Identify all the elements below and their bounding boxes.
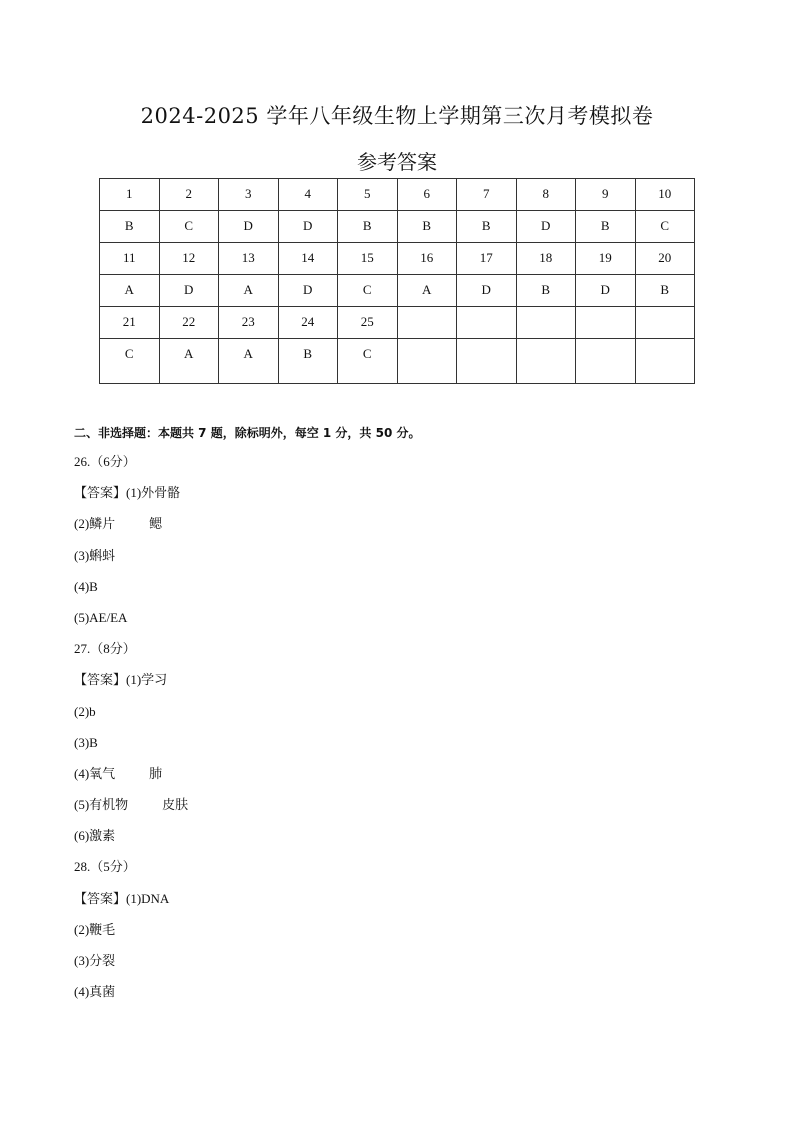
table-row <box>100 179 695 211</box>
answer-line <box>74 920 188 951</box>
question-number-cell: 20 <box>635 243 695 275</box>
answer-cell: D <box>278 275 338 307</box>
question-number-cell: 6 <box>397 179 457 211</box>
question-number-cell: 3 <box>219 179 279 211</box>
answer-text: (3)B <box>74 734 98 750</box>
answer-cell: C <box>100 339 160 384</box>
question-number-cell: 2 <box>159 179 219 211</box>
answer-line <box>74 951 188 982</box>
answer-line <box>74 826 188 857</box>
page-subtitle: 参考答案 <box>357 150 437 174</box>
answer-text: (4)B <box>74 578 98 594</box>
answer-line <box>74 514 188 545</box>
table-row <box>100 211 695 243</box>
answer-cell: B <box>100 211 160 243</box>
answer-text: 【答案】(1)外骨骼 <box>74 485 181 501</box>
answer-cell: B <box>397 211 457 243</box>
answer-line <box>74 702 188 733</box>
question-number-cell: 25 <box>338 307 398 339</box>
answer-text: (2)鳞片 <box>74 516 116 532</box>
answer-cell: C <box>635 211 695 243</box>
answer-cell: D <box>457 275 517 307</box>
answer-cell: D <box>159 275 219 307</box>
answer-cell: D <box>576 275 636 307</box>
answer-text: (5)AE/EA <box>74 609 128 625</box>
question-number-cell <box>516 307 576 339</box>
answer-text-second: 皮肤 <box>162 797 189 813</box>
answer-text: (3)蝌蚪 <box>74 547 116 563</box>
answer-cell <box>397 339 457 384</box>
question-number-cell <box>397 307 457 339</box>
question-number-cell: 10 <box>635 179 695 211</box>
answer-line <box>74 483 188 514</box>
answer-text: (5)有机物 <box>74 797 129 813</box>
answer-line <box>74 982 188 1013</box>
answer-cell: D <box>516 211 576 243</box>
answer-cell: C <box>338 275 398 307</box>
answer-text: (2)b <box>74 703 96 719</box>
question-number-cell: 18 <box>516 243 576 275</box>
answer-text: (2)鞭毛 <box>74 921 116 937</box>
answer-cell: B <box>516 275 576 307</box>
answer-cell: A <box>159 339 219 384</box>
question-number-cell: 16 <box>397 243 457 275</box>
answer-cell: B <box>635 275 695 307</box>
answer-text: 26.（6分） <box>74 454 136 469</box>
question-number-cell <box>576 307 636 339</box>
question-number-cell: 15 <box>338 243 398 275</box>
answer-cell: B <box>338 211 398 243</box>
answer-text: (4)真菌 <box>74 984 116 1000</box>
answer-cell: A <box>219 339 279 384</box>
question-number-cell: 17 <box>457 243 517 275</box>
answer-table <box>99 178 695 384</box>
answer-cell <box>576 339 636 384</box>
question-number-cell: 24 <box>278 307 338 339</box>
answer-text-second: 肺 <box>149 765 163 781</box>
page-title: 2024-2025 学年八年级生物上学期第三次月考模拟卷 <box>140 104 654 128</box>
section-heading: 二、非选择题：本题共 7 题，除标明外，每空 1 分，共 50 分。 <box>74 426 421 440</box>
answer-cell: A <box>219 275 279 307</box>
question-number-cell: 7 <box>457 179 517 211</box>
answer-text: 【答案】(1)学习 <box>74 672 168 688</box>
table-row <box>100 339 695 384</box>
answer-cell: D <box>278 211 338 243</box>
question-number-cell <box>635 307 695 339</box>
answer-cell: A <box>100 275 160 307</box>
answer-cell: C <box>338 339 398 384</box>
question-number-cell: 4 <box>278 179 338 211</box>
answer-line <box>74 639 188 670</box>
question-number-cell <box>457 307 517 339</box>
answer-text: 27.（8分） <box>74 641 136 657</box>
answer-line <box>74 546 188 577</box>
answer-text-second: 鳃 <box>149 516 163 532</box>
answer-cell: B <box>457 211 517 243</box>
answer-text: (3)分裂 <box>74 953 116 968</box>
question-number-cell: 11 <box>100 243 160 275</box>
question-number-cell: 8 <box>516 179 576 211</box>
question-number-cell: 12 <box>159 243 219 275</box>
answer-text: (6)激素 <box>74 828 116 844</box>
answer-line <box>74 857 188 888</box>
answer-text: 【答案】(1)DNA <box>74 890 170 906</box>
answer-cell: C <box>159 211 219 243</box>
answer-cell <box>635 339 695 384</box>
answer-cell: A <box>397 275 457 307</box>
question-number-cell: 5 <box>338 179 398 211</box>
answer-cell: D <box>219 211 279 243</box>
question-number-cell: 9 <box>576 179 636 211</box>
answer-cell <box>516 339 576 384</box>
answer-cell <box>457 339 517 384</box>
answer-cell: B <box>576 211 636 243</box>
answer-text: (4)氧气 <box>74 765 116 781</box>
table-row <box>100 307 695 339</box>
question-number-cell: 1 <box>100 179 160 211</box>
answer-cell: B <box>278 339 338 384</box>
answer-line <box>74 795 188 826</box>
question-number-cell: 21 <box>100 307 160 339</box>
answer-lines <box>74 452 188 1013</box>
question-number-cell: 19 <box>576 243 636 275</box>
answer-text: 28.（5分） <box>74 859 136 875</box>
answer-line <box>74 608 188 639</box>
answer-line <box>74 452 188 483</box>
question-number-cell: 22 <box>159 307 219 339</box>
table-row <box>100 275 695 307</box>
question-number-cell: 23 <box>219 307 279 339</box>
answer-line <box>74 764 188 795</box>
answer-line <box>74 577 188 608</box>
answer-line <box>74 889 188 920</box>
question-number-cell: 13 <box>219 243 279 275</box>
answer-line <box>74 670 188 701</box>
question-number-cell: 14 <box>278 243 338 275</box>
answer-line <box>74 733 188 764</box>
table-row <box>100 243 695 275</box>
